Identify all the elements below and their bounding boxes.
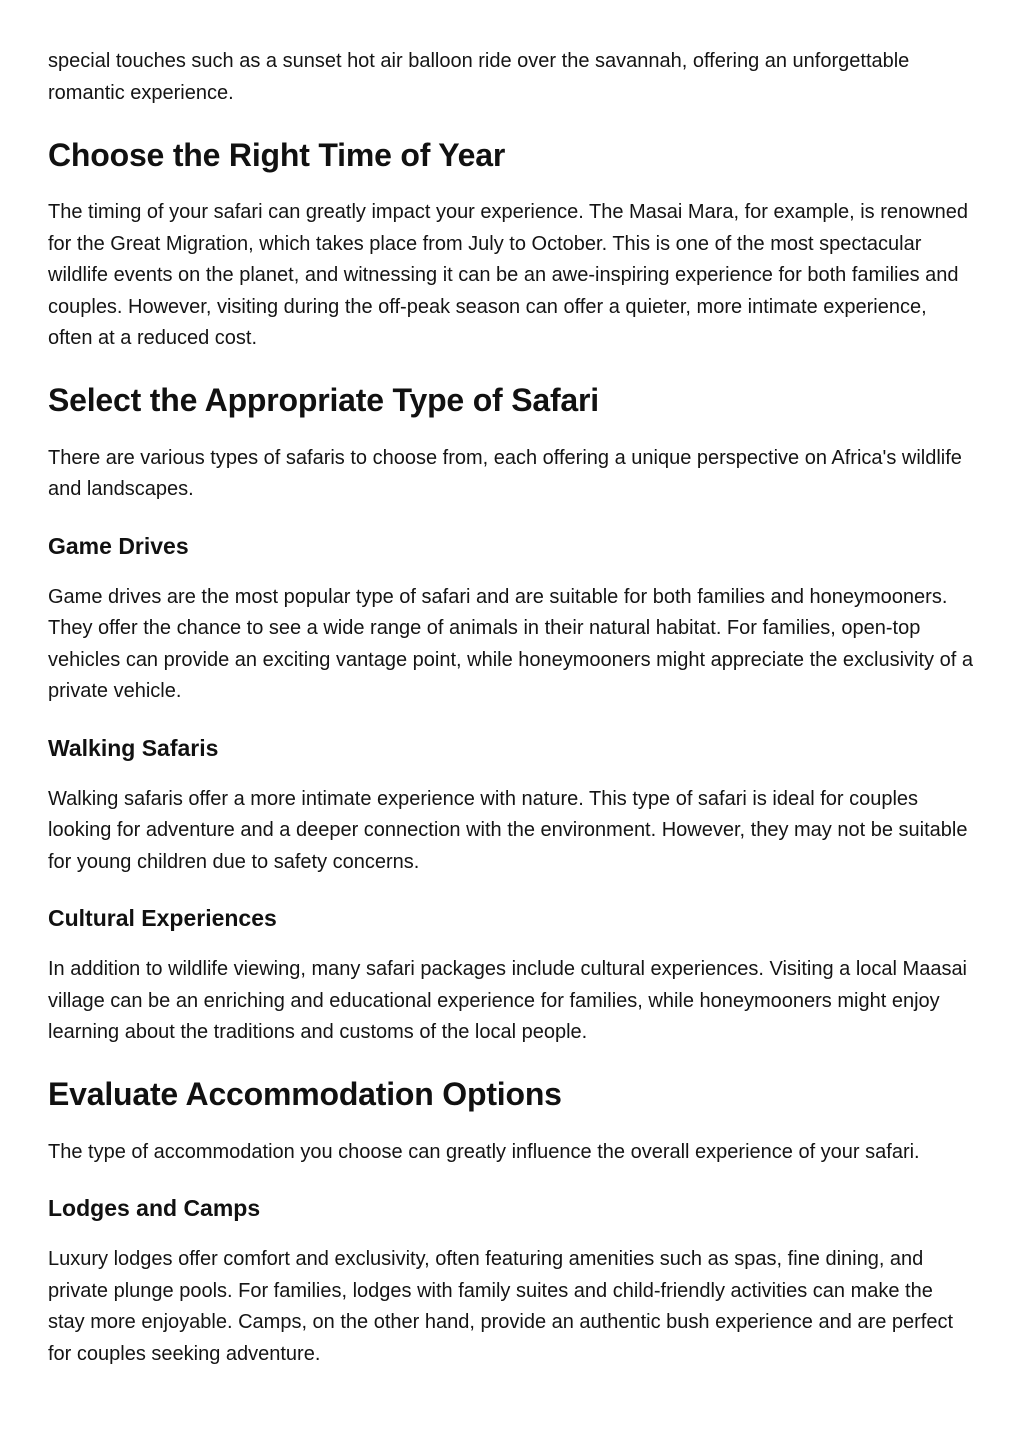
subheading-lodges-and-camps: Lodges and Camps: [48, 1195, 261, 1221]
type-of-safari-paragraph: There are various types of safaris to choose from, each offering a unique perspective on Africa's wildlife and landscapes.: [48, 446, 962, 500]
cultural-experiences-paragraph: In addition to wildlife viewing, many safari packages include cultural experiences. Visiting a local Maasai village can be an enriching and educational experience for families, while honeymooners might enjoy learning about the traditions and customs of the local people.: [48, 958, 968, 1043]
walking-safaris-paragraph: Walking safaris offer a more intimate experience with nature. This type of safari is ideal for couples looking for adventure and a deeper connection with the environment. However, they may not be suitable for young children due to safety concerns.: [48, 787, 968, 873]
lodges-and-camps-paragraph: Luxury lodges offer comfort and exclusivity, often featuring amenities such as spas, fine dining, and private plunge pools. For families, lodges with family suites and child-friendly activities can make the stay more enjoyable. Camps, on the other hand, provide an authentic bush experience and are perfect for couples seeking adventure.: [48, 1248, 954, 1365]
subheading-game-drives: Game Drives: [48, 532, 189, 559]
section-heading-accommodation: Evaluate Accommodation Options: [48, 1075, 562, 1112]
time-of-year-paragraph: The timing of your safari can greatly impact your experience. The Masai Mara, for example, is renowned for the Great Migration, which takes place from July to October. This is one of the most spectacular wildlife events on the planet, and witnessing it can be an awe-inspiring experience for both families and couples. However, visiting during the off-peak season can offer a quieter, more intimate experience, often at a reduced cost.: [48, 201, 969, 349]
subheading-cultural-experiences: Cultural Experiences: [48, 905, 277, 931]
game-drives-paragraph: Game drives are the most popular type of safari and are suitable for both families and honeymooners. They offer the chance to see a wide range of animals in their natural habitat. For families, open-top vehicles can provide an exciting vantage point, while honeymooners might appreciate the exclusivity of a private vehicle.: [48, 585, 973, 702]
intro-paragraph: special touches such as a sunset hot air balloon ride over the savannah, offering an unforgettable romantic experience.: [48, 50, 910, 104]
subheading-walking-safaris: Walking Safaris: [48, 734, 219, 761]
section-heading-time-of-year: Choose the Right Time of Year: [48, 137, 506, 173]
accommodation-paragraph: The type of accommodation you choose can greatly influence the overall experience of your safari.: [48, 1140, 920, 1163]
section-heading-type-of-safari: Select the Appropriate Type of Safari: [48, 381, 599, 418]
